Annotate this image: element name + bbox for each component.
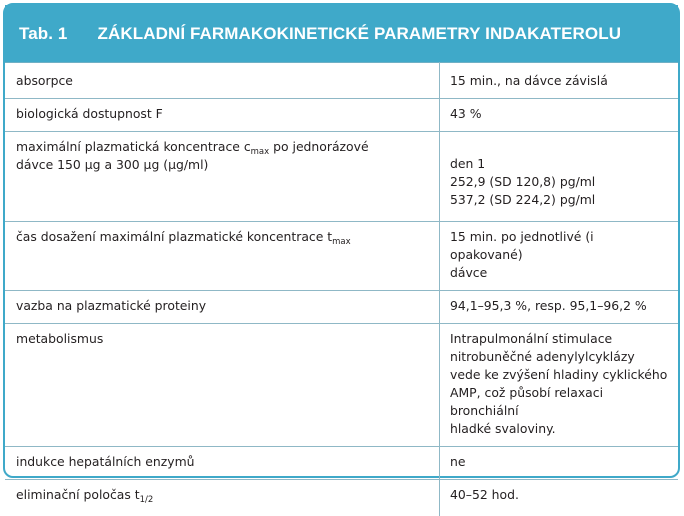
value-line: 15 min. po jednotlivé (i opakované)	[450, 229, 594, 262]
table-row	[5, 447, 678, 480]
param-text: dávce 150 µg a 300 µg (µg/ml)	[16, 157, 209, 172]
value-cell: 94,1–95,3 %, resp. 95,1–96,2 %	[440, 291, 679, 324]
param-cell	[5, 480, 440, 516]
table-header	[5, 5, 678, 62]
table-row	[5, 480, 678, 516]
param-text: čas dosažení maximální plazmatické koncentrace t	[16, 229, 333, 244]
value-cell: 15 min., na dávce závislá	[440, 63, 679, 99]
value-line: Intrapulmonální stimulace	[450, 331, 613, 346]
value-cell: 43 %	[440, 99, 679, 132]
table-row	[5, 132, 678, 222]
table-number: Tab. 1	[19, 23, 68, 43]
value-line: 537,2 (SD 224,2) pg/ml	[450, 192, 596, 207]
param-cell: metabolismus	[5, 324, 440, 447]
value-line: nitrobuněčné adenylylcyklázy	[450, 349, 635, 364]
param-cell	[5, 222, 440, 291]
value-line: hladké svaloviny.	[450, 421, 556, 436]
param-subscript: 1/2	[139, 495, 154, 505]
value-line: dávce	[450, 265, 488, 280]
table-row	[5, 63, 678, 99]
param-cell	[5, 132, 440, 222]
param-subscript: max	[332, 237, 351, 247]
pharmacokinetics-table	[5, 62, 678, 516]
value-cell	[440, 222, 679, 291]
table-title: ZÁKLADNÍ FARMAKOKINETICKÉ PARAMETRY INDAKATEROLU	[97, 23, 622, 43]
table-card	[3, 3, 680, 505]
value-line: 252,9 (SD 120,8) pg/ml	[450, 174, 596, 189]
value-line: AMP, což působí relaxaci bronchiální	[450, 385, 604, 418]
table-row	[5, 324, 678, 447]
param-cell: absorpce	[5, 63, 440, 99]
value-line: vede ke zvýšení hladiny cyklického	[450, 367, 668, 382]
param-cell: indukce hepatálních enzymů	[5, 447, 440, 480]
param-text: maximální plazmatická koncentrace c	[16, 139, 251, 154]
table-row	[5, 99, 678, 132]
param-subscript: max	[250, 147, 270, 157]
value-cell	[440, 324, 679, 447]
value-cell: 40–52 hod.	[440, 480, 679, 516]
value-cell	[440, 132, 679, 222]
param-cell: vazba na plazmatické proteiny	[5, 291, 440, 324]
value-cell: ne	[440, 447, 679, 480]
table-row	[5, 291, 678, 324]
value-line: den 1	[450, 156, 486, 171]
param-cell: biologická dostupnost F	[5, 99, 440, 132]
table-row	[5, 222, 678, 291]
param-text: eliminační poločas t	[16, 487, 140, 502]
param-text: po jednorázové	[269, 139, 369, 154]
